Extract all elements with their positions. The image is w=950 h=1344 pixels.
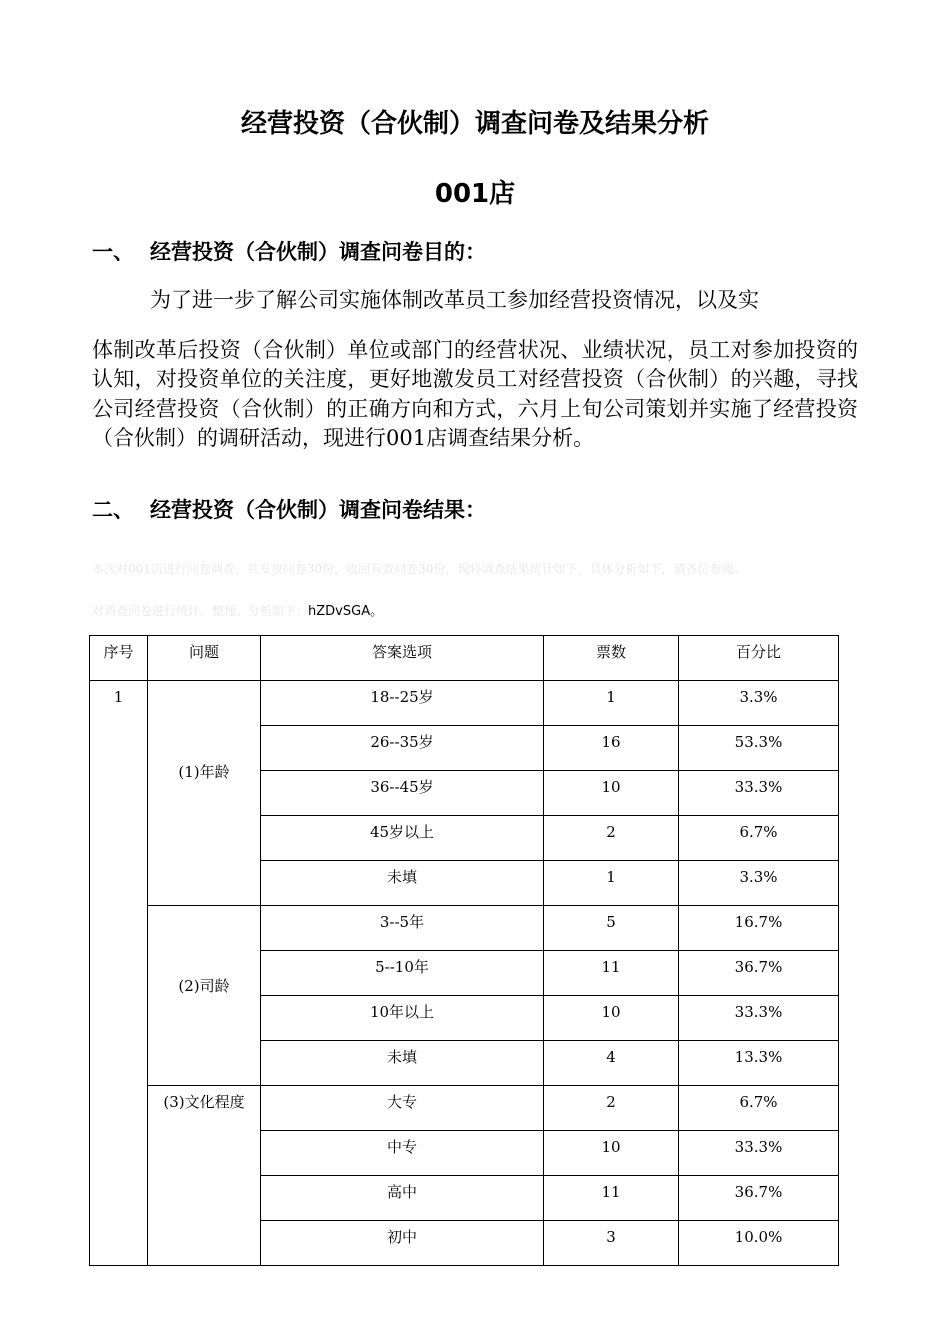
option-cell: 18--25岁 [261, 681, 544, 726]
percent-cell: 33.3% [679, 771, 839, 816]
percent-cell: 53.3% [679, 726, 839, 771]
votes-cell: 10 [544, 1131, 679, 1176]
header-percent: 百分比 [679, 636, 839, 681]
percent-cell: 3.3% [679, 681, 839, 726]
section-heading-text: 经营投资（合伙制）调查问卷结果： [150, 498, 486, 522]
seq-cell: 1 [90, 681, 148, 1266]
header-votes: 票数 [544, 636, 679, 681]
section-number: 二、 [92, 498, 134, 522]
purpose-body: 体制改革后投资（合伙制）单位或部门的经营状况、业绩状况，员工对参加投资的认知，对投资单位的关注度，更好地激发员工对经营投资（合伙制）的兴趣，寻找公司经营投资（合伙制）的正确方向和方式，六月上旬公司策划并实施了经营投资（合伙制）的调研活动，现进行001店调查结果分析。 [92, 337, 858, 450]
question-cell: (3)文化程度 [148, 1086, 261, 1266]
table-row [90, 1086, 839, 1131]
question-cell: (2)司龄 [148, 906, 261, 1086]
option-cell: 45岁以上 [261, 816, 544, 861]
option-cell: 26--35岁 [261, 726, 544, 771]
votes-cell: 5 [544, 906, 679, 951]
percent-cell: 6.7% [679, 816, 839, 861]
option-cell: 36--45岁 [261, 771, 544, 816]
percent-cell: 36.7% [679, 951, 839, 996]
percent-cell: 10.0% [679, 1221, 839, 1266]
percent-cell: 36.7% [679, 1176, 839, 1221]
option-cell: 未填 [261, 861, 544, 906]
percent-cell: 13.3% [679, 1041, 839, 1086]
option-cell: 10年以上 [261, 996, 544, 1041]
option-cell: 未填 [261, 1041, 544, 1086]
section-heading-results [92, 494, 486, 526]
votes-cell: 10 [544, 996, 679, 1041]
header-question: 问题 [148, 636, 261, 681]
page-subtitle: 001店 [434, 179, 516, 209]
percent-cell: 33.3% [679, 996, 839, 1041]
faint-note-tail: hZDvSGA。 [308, 604, 384, 619]
percent-cell: 33.3% [679, 1131, 839, 1176]
section-number: 一、 [92, 240, 134, 264]
option-cell: 5--10年 [261, 951, 544, 996]
faint-note-line: 本次对001店进行问卷调查，共发放问卷30份，收回有效问卷30份，现将调查结果统计如下，具体分析如下，请各位参阅。 [92, 562, 746, 576]
votes-cell: 1 [544, 681, 679, 726]
votes-cell: 3 [544, 1221, 679, 1266]
option-cell: 中专 [261, 1131, 544, 1176]
percent-cell: 3.3% [679, 861, 839, 906]
option-cell: 初中 [261, 1221, 544, 1266]
votes-cell: 1 [544, 861, 679, 906]
question-cell: (1)年龄 [148, 681, 261, 906]
section-heading-purpose [92, 236, 486, 268]
header-seq: 序号 [90, 636, 148, 681]
votes-cell: 11 [544, 1176, 679, 1221]
purpose-paragraph [92, 286, 858, 454]
votes-cell: 16 [544, 726, 679, 771]
section-heading-text: 经营投资（合伙制）调查问卷目的： [150, 240, 486, 264]
table-header-row [90, 636, 839, 681]
votes-cell: 11 [544, 951, 679, 996]
votes-cell: 10 [544, 771, 679, 816]
option-cell: 大专 [261, 1086, 544, 1131]
percent-cell: 16.7% [679, 906, 839, 951]
table-row [90, 681, 839, 726]
faint-note [92, 548, 858, 633]
option-cell: 3--5年 [261, 906, 544, 951]
header-option: 答案选项 [261, 636, 544, 681]
faint-note-line: 对调查问卷进行统计、整理、分析如下： [92, 604, 309, 618]
option-cell: 高中 [261, 1176, 544, 1221]
percent-cell: 6.7% [679, 1086, 839, 1131]
votes-cell: 4 [544, 1041, 679, 1086]
results-table [89, 635, 839, 1266]
table-row [90, 906, 839, 951]
purpose-first-line: 为了进一步了解公司实施体制改革员工参加经营投资情况，以及实 [150, 288, 759, 312]
page-title: 经营投资（合伙制）调查问卷及结果分析 [240, 109, 709, 139]
votes-cell: 2 [544, 816, 679, 861]
votes-cell: 2 [544, 1086, 679, 1131]
